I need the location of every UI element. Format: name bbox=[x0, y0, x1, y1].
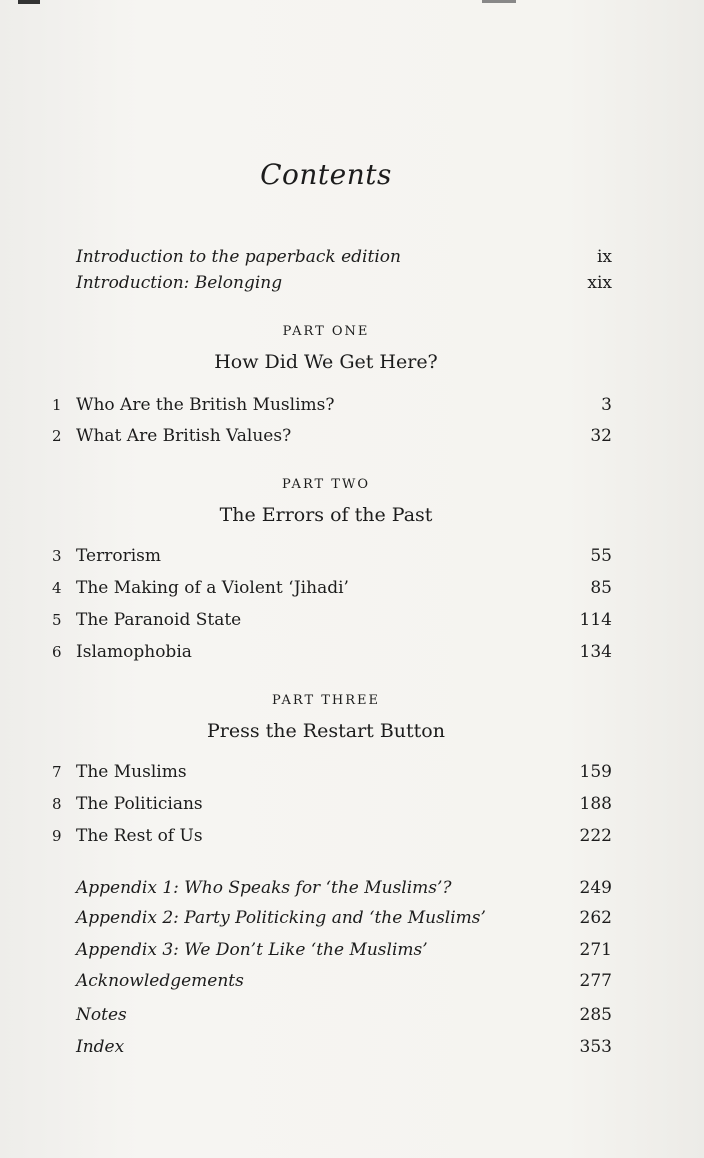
toc-entry-label: The Politicians bbox=[76, 794, 203, 814]
toc-entry-chapter-9 bbox=[0, 823, 704, 849]
toc-entry-page: 159 bbox=[579, 762, 612, 782]
part-three-title: Press the Restart Button bbox=[207, 720, 445, 742]
chapter-number: 8 bbox=[52, 795, 62, 813]
toc-entry-chapter-3 bbox=[0, 543, 704, 569]
toc-entry-page: 3 bbox=[601, 395, 612, 415]
toc-entry-page: 85 bbox=[590, 578, 612, 598]
chapter-number: 9 bbox=[52, 827, 62, 845]
chapter-number: 3 bbox=[52, 547, 62, 565]
part-three-label: PART THREE bbox=[271, 693, 381, 708]
chapter-number: 1 bbox=[52, 396, 62, 414]
toc-entry-appendix-3 bbox=[0, 937, 704, 963]
toc-entry-page: 32 bbox=[590, 426, 612, 446]
toc-entry-label: The Muslims bbox=[76, 762, 187, 782]
toc-entry-label: Who Are the British Muslims? bbox=[76, 395, 335, 415]
toc-entry-page: ix bbox=[596, 247, 612, 267]
toc-entry-chapter-8 bbox=[0, 791, 704, 817]
toc-entry-chapter-2 bbox=[0, 423, 704, 449]
toc-entry-label: Islamophobia bbox=[76, 642, 192, 662]
toc-entry-label: Appendix 3: We Don’t Like ‘the Muslims’ bbox=[76, 940, 428, 960]
toc-entry-page: 55 bbox=[590, 546, 612, 566]
toc-entry-chapter-1 bbox=[0, 392, 704, 418]
toc-entry-page: 271 bbox=[579, 940, 612, 960]
toc-entry-chapter-4 bbox=[0, 575, 704, 601]
toc-entry-label: Appendix 1: Who Speaks for ‘the Muslims’? bbox=[76, 878, 452, 898]
toc-entry-label: What Are British Values? bbox=[76, 426, 292, 446]
toc-entry-label: The Making of a Violent ‘Jihadi’ bbox=[76, 578, 349, 598]
part-two-label: PART TWO bbox=[282, 477, 370, 492]
toc-entry-label: Introduction to the paperback edition bbox=[76, 247, 401, 267]
toc-entry-page: 249 bbox=[579, 878, 612, 898]
toc-entry-label: Terrorism bbox=[76, 546, 161, 566]
page-title: Contents bbox=[260, 158, 392, 191]
toc-entry-label: The Paranoid State bbox=[76, 610, 242, 630]
toc-entry-page: 188 bbox=[579, 794, 612, 814]
toc-entry-chapter-7 bbox=[0, 759, 704, 785]
chapter-number: 4 bbox=[52, 579, 62, 597]
toc-entry-page: 114 bbox=[579, 610, 612, 630]
toc-entry-intro-paperback bbox=[0, 244, 704, 270]
toc-entry-label: Introduction: Belonging bbox=[76, 273, 283, 293]
toc-entry-label: The Rest of Us bbox=[76, 826, 203, 846]
toc-entry-label: Index bbox=[76, 1037, 125, 1057]
part-two-title: The Errors of the Past bbox=[219, 504, 433, 526]
toc-entry-page: xix bbox=[587, 273, 612, 293]
chapter-number: 7 bbox=[52, 763, 62, 781]
toc-entry-page: 353 bbox=[579, 1037, 612, 1057]
part-one-label: PART ONE bbox=[282, 324, 370, 339]
toc-entry-page: 222 bbox=[579, 826, 612, 846]
toc-entry-page: 134 bbox=[579, 642, 612, 662]
part-one-title: How Did We Get Here? bbox=[214, 351, 438, 373]
toc-entry-chapter-5 bbox=[0, 607, 704, 633]
page-edge-mark bbox=[482, 0, 516, 3]
chapter-number: 5 bbox=[52, 611, 62, 629]
toc-entry-page: 262 bbox=[579, 908, 612, 928]
toc-entry-appendix-1 bbox=[0, 875, 704, 901]
toc-entry-chapter-6 bbox=[0, 639, 704, 665]
toc-entry-label: Appendix 2: Party Politicking and ‘the Muslims’ bbox=[76, 908, 486, 928]
toc-entry-page: 277 bbox=[579, 971, 612, 991]
toc-entry-page: 285 bbox=[579, 1005, 612, 1025]
toc-entry-index bbox=[0, 1034, 704, 1060]
toc-entry-appendix-2 bbox=[0, 905, 704, 931]
toc-entry-intro-belonging bbox=[0, 270, 704, 296]
chapter-number: 6 bbox=[52, 643, 62, 661]
toc-entry-label: Notes bbox=[76, 1005, 127, 1025]
toc-entry-notes bbox=[0, 1002, 704, 1028]
toc-entry-acknowledgements bbox=[0, 968, 704, 994]
page-edge-mark bbox=[18, 0, 40, 4]
toc-entry-label: Acknowledgements bbox=[76, 971, 244, 991]
chapter-number: 2 bbox=[52, 427, 62, 445]
